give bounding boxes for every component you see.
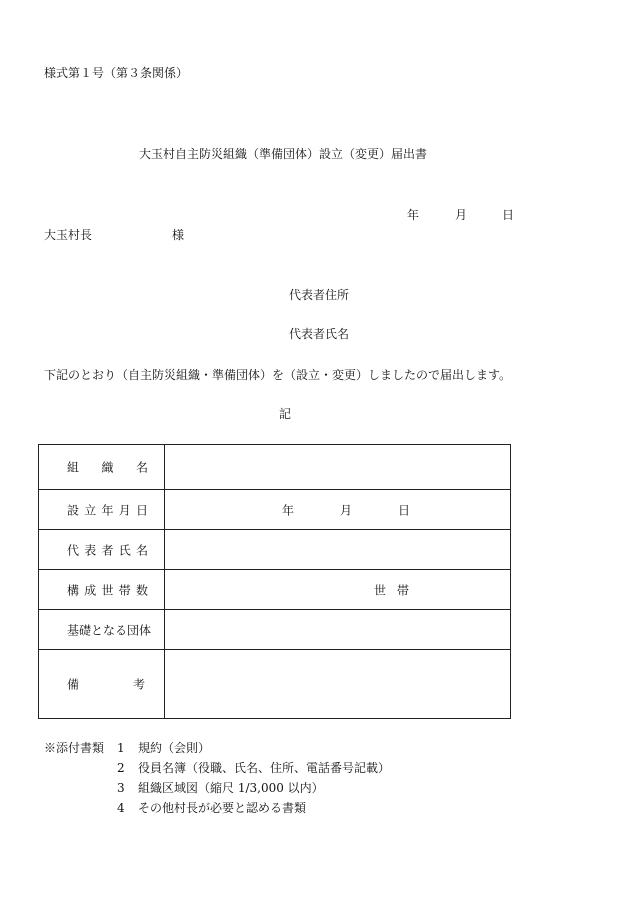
- remarks-field[interactable]: [165, 650, 511, 719]
- label-char: 立: [84, 503, 97, 517]
- row-households: [39, 570, 511, 610]
- date-month: 月: [455, 208, 468, 222]
- label-char: 日: [135, 503, 148, 517]
- document-title: 大玉村自主防災組織（準備団体）設立（変更）届出書: [139, 147, 428, 161]
- attachment-text: その他村長が必要と認める書類: [138, 801, 307, 815]
- attachment-text: 役員名簿（役職、氏名、住所、電話番号記載）: [138, 761, 391, 775]
- base-org-label: [39, 610, 165, 650]
- attachment-num: 1: [117, 741, 125, 755]
- attachment-num: 2: [117, 761, 125, 775]
- rep-name-field[interactable]: [165, 530, 511, 570]
- form-number: 様式第１号（第３条関係）: [44, 66, 189, 80]
- date-day: 日: [502, 208, 515, 222]
- label-char: 年: [101, 503, 114, 517]
- label-char: 代: [67, 543, 80, 557]
- established-field[interactable]: [165, 490, 511, 530]
- label-char: 設: [67, 503, 80, 517]
- est-month: 月: [340, 503, 353, 517]
- label-char: 名: [135, 460, 148, 475]
- label-char: 者: [101, 543, 114, 557]
- remarks-label: [39, 650, 165, 719]
- attachment-text: 組織区域図（縮尺 1/3,000 以内）: [138, 781, 324, 795]
- rep-name-label: 代表者氏名: [289, 327, 350, 341]
- label-char: 織: [101, 460, 114, 475]
- registration-table: [38, 444, 511, 719]
- label-char: 氏: [118, 543, 131, 557]
- households-unit-b: 帯: [397, 583, 410, 597]
- label-char: 月: [118, 503, 131, 517]
- date-year: 年: [407, 208, 420, 222]
- base-org-field[interactable]: [165, 610, 511, 650]
- label-char: 考: [132, 677, 145, 692]
- org-name-field[interactable]: [165, 445, 511, 490]
- est-year: 年: [282, 503, 295, 517]
- label-char: 帯: [118, 583, 131, 597]
- addressee-honorific: 様: [172, 228, 185, 242]
- row-remarks: [39, 650, 511, 719]
- attachment-num: 4: [117, 801, 125, 815]
- label-char: 成: [84, 583, 97, 597]
- label-char: 構: [67, 583, 80, 597]
- label-char: 数: [135, 583, 148, 597]
- label-char: 名: [135, 543, 148, 557]
- attachment-num: 3: [117, 781, 125, 795]
- base-org-text: 基礎となる団体: [67, 623, 152, 637]
- row-org-name: [39, 445, 511, 490]
- est-day: 日: [398, 503, 411, 517]
- established-label: [39, 490, 165, 530]
- label-char: 備: [67, 677, 80, 692]
- households-label: [39, 570, 165, 610]
- body-text: 下記のとおり（自主防災組織・準備団体）を（設立・変更）しましたので届出します。: [44, 368, 512, 382]
- row-established: [39, 490, 511, 530]
- households-unit-a: 世: [374, 583, 387, 597]
- attachments-heading: ※添付書類: [44, 741, 105, 755]
- addressee-name: 大玉村長: [44, 228, 93, 242]
- rep-address-label: 代表者住所: [289, 288, 350, 302]
- label-char: 表: [84, 543, 97, 557]
- row-base-org: [39, 610, 511, 650]
- ki-label: 記: [279, 407, 292, 421]
- org-name-label: [39, 445, 165, 490]
- attachment-text: 規約（会則）: [138, 741, 211, 755]
- rep-name-cell-label: [39, 530, 165, 570]
- label-char: 世: [101, 583, 114, 597]
- households-field[interactable]: [165, 570, 511, 610]
- row-rep-name: [39, 530, 511, 570]
- label-char: 組: [67, 460, 80, 475]
